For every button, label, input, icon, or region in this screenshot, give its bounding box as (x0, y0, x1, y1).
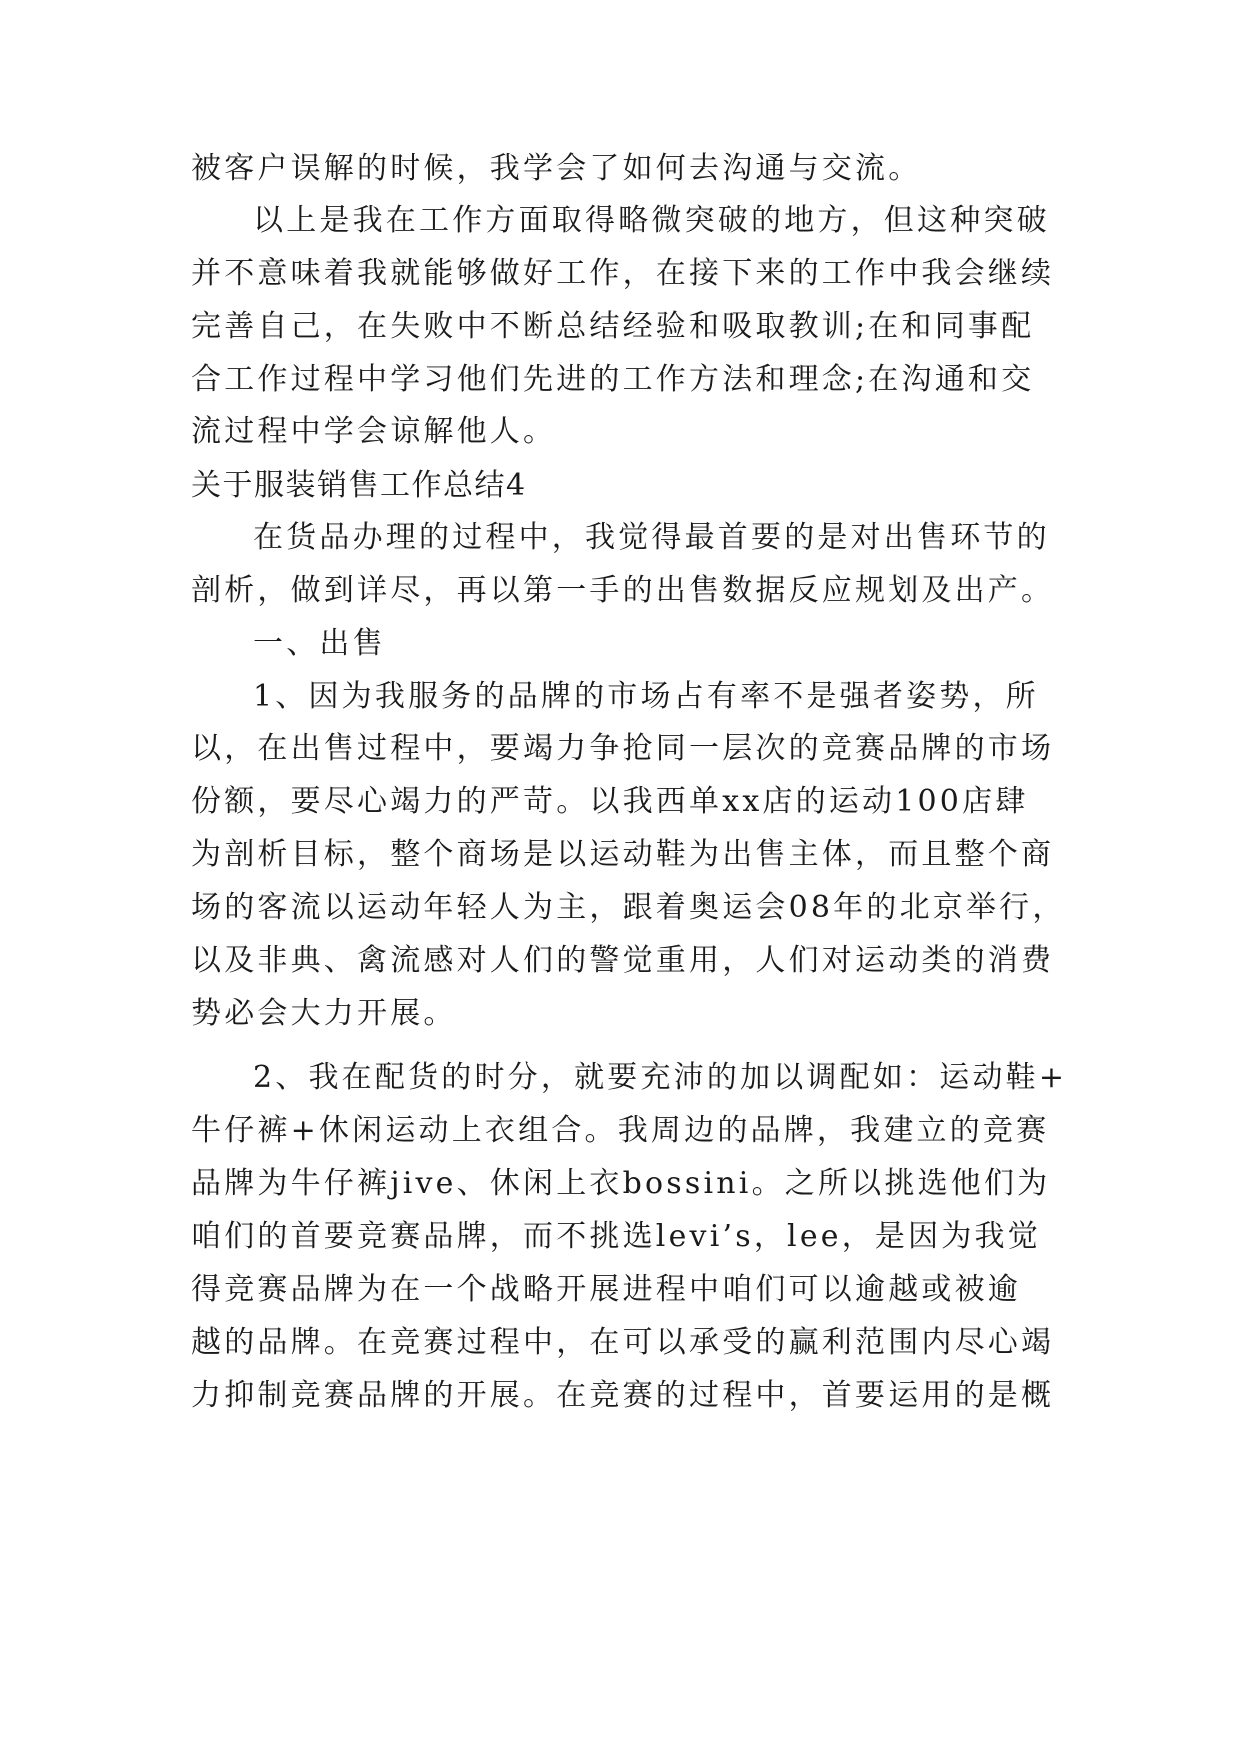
text-line: 剖析，做到详尽，再以第一手的出售数据反应规划及出产。 (191, 573, 1055, 608)
text-line: 力抑制竞赛品牌的开展。在竞赛的过程中，首要运用的是概 (191, 1378, 1055, 1413)
text-line: 1、因为我服务的品牌的市场占有率不是强者姿势，所 (253, 679, 1039, 714)
text-line: 流过程中学会谅解他人。 (191, 414, 557, 449)
section-heading: 关于服装销售工作总结4 (191, 468, 527, 503)
text-line: 势必会大力开展。 (191, 996, 457, 1031)
text-line: 为剖析目标，整个商场是以运动鞋为出售主体，而且整个商 (191, 837, 1055, 872)
subsection-heading: 一、出售 (253, 626, 386, 661)
text-line: 合工作过程中学习他们先进的工作方法和理念;在沟通和交 (191, 362, 1035, 397)
text-line: 品牌为牛仔裤jive、休闲上衣bossini。之所以挑选他们为 (191, 1166, 1051, 1201)
text-line: 得竞赛品牌为在一个战略开展进程中咱们可以逾越或被逾 (191, 1272, 1021, 1307)
text-line: 份额，要尽心竭力的严苛。以我西单xx店的运动100店肆 (191, 784, 1029, 819)
text-line: 以，在出售过程中，要竭力争抢同一层次的竞赛品牌的市场 (191, 731, 1055, 766)
text-line: 场的客流以运动年轻人为主，跟着奥运会08年的北京举行， (191, 890, 1066, 925)
text-line: 以上是我在工作方面取得略微突破的地方，但这种突破 (253, 203, 1050, 238)
text-line: 在货品办理的过程中，我觉得最首要的是对出售环节的 (253, 520, 1050, 555)
text-line: 咱们的首要竞赛品牌，而不挑选levi’s，lee，是因为我觉 (191, 1219, 1041, 1254)
text-line: 2、我在配货的时分，就要充沛的加以调配如：运动鞋+ (253, 1060, 1068, 1095)
text-line: 牛仔裤+休闲运动上衣组合。我周边的品牌，我建立的竞赛 (191, 1113, 1050, 1148)
text-line: 越的品牌。在竞赛过程中，在可以承受的赢利范围内尽心竭 (191, 1325, 1055, 1360)
text-line: 并不意味着我就能够做好工作，在接下来的工作中我会继续 (191, 256, 1055, 291)
text-line: 完善自己，在失败中不断总结经验和吸取教训;在和同事配 (191, 309, 1035, 344)
text-line: 被客户误解的时候，我学会了如何去沟通与交流。 (191, 151, 922, 186)
text-line: 以及非典、禽流感对人们的警觉重用，人们对运动类的消费 (191, 943, 1055, 978)
